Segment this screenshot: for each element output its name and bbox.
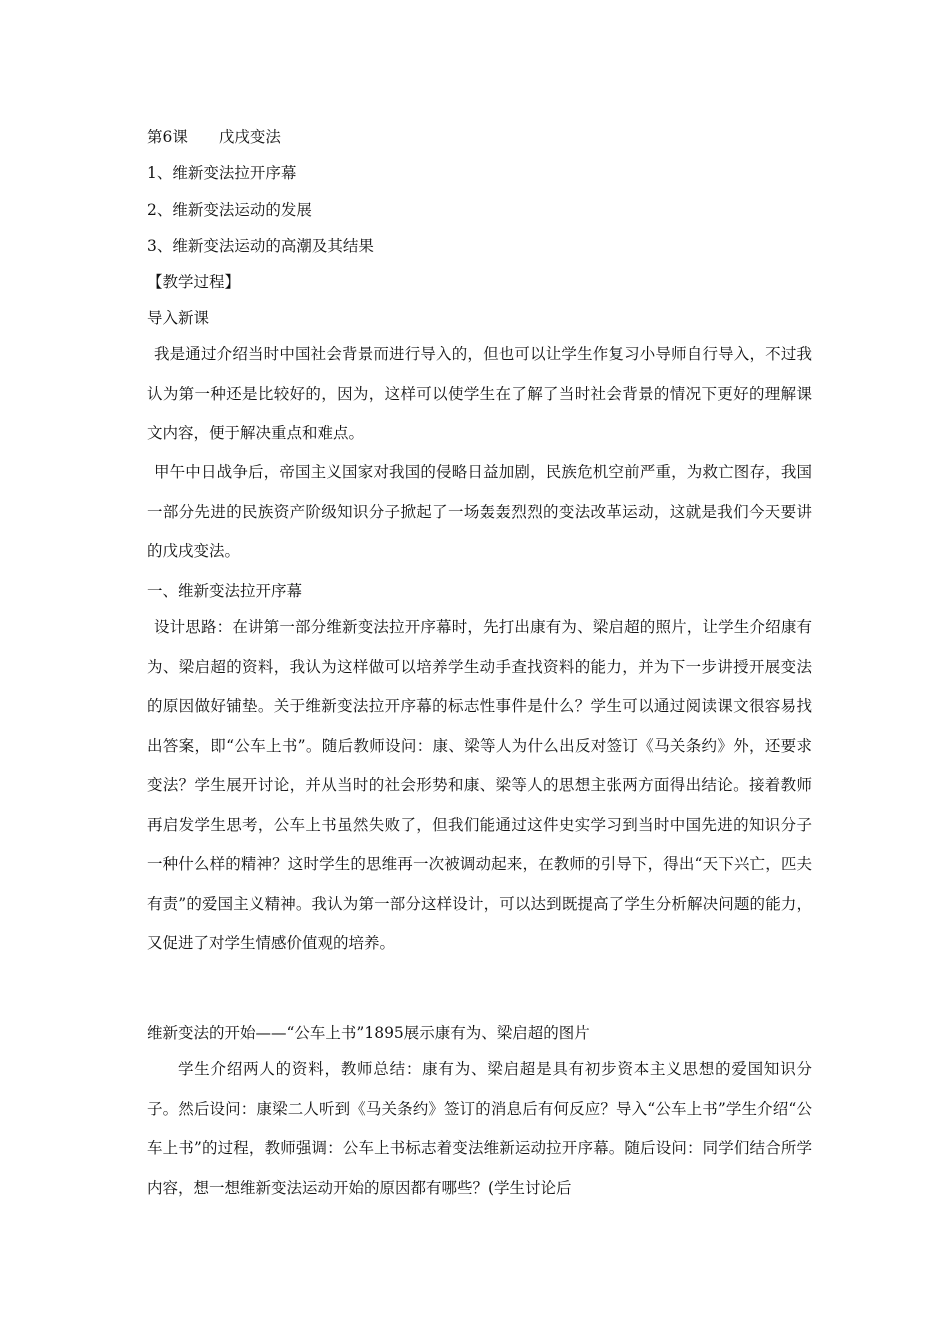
intro-paragraph-2: 甲午中日战争后，帝国主义国家对我国的侵略日益加剧，民族危机空前严重，为救亡图存，我国一部分先进的民族资产阶级知识分子掀起了一场轰轰烈烈的变法改革运动，这就是我们今天要讲的戊戌变法。: [147, 463, 812, 560]
subheading-gongche-shangshu: 维新变法的开始——“公车上书”1895展示康有为、梁启超的图片: [147, 1024, 590, 1042]
design-rationale-paragraph: 设计思路：在讲第一部分维新变法拉开序幕时，先打出康有为、梁启超的照片，让学生介绍康有为、梁启超的资料，我认为这样做可以培养学生动手查找资料的能力，并为下一步讲授开展变法的原因做好铺垫。关于维新变法拉开序幕的标志性事件是什么？学生可以通过阅读课文很容易找出答案，即“公车上书”。随后教师设问：康、梁等人为什么出反对签订《马关条约》外，还要求变法？学生展开讨论，并从当时的社会形势和康、梁等人的思想主张两方面得出结论。接着教师再启发学生思考，公车上书虽然失败了，但我们能通过这件史实学习到当时中国先进的知识分子一种什么样的精神？这时学生的思维再一次被调动起来，在教师的引导下，得出“天下兴亡，匹夫有责”的爱国主义精神。我认为第一部分这样设计，可以达到既提高了学生分析解决问题的能力，又促进了对学生情感价值观的培养。: [147, 618, 812, 952]
intro-paragraph-1: 我是通过介绍当时中国社会背景而进行导入的，但也可以让学生作复习小导师自行导入，不过我认为第一种还是比较好的，因为，这样可以使学生在了解了当时社会背景的情况下更好的理解课文内容，便于解决重点和难点。: [147, 345, 812, 442]
teaching-paragraph: 学生介绍两人的资料，教师总结：康有为、梁启超是具有初步资本主义思想的爱国知识分子。然后设问：康梁二人听到《马关条约》签订的消息后有何反应？导入“公车上书”学生介绍“公车上书”的过程，教师强调：公车上书标志着变法维新运动拉开序幕。随后设问：同学们结合所学内容，想一想维新变法运动开始的原因都有哪些？(学生讨论后: [147, 1060, 812, 1197]
outline-item-1: 1、维新变法拉开序幕: [147, 164, 297, 182]
process-heading: 【教学过程】: [147, 273, 241, 291]
section-1-heading: 一、维新变法拉开序幕: [147, 582, 303, 600]
outline-item-3: 3、维新变法运动的高潮及其结果: [147, 237, 374, 255]
lesson-title: 第6课 戊戌变法: [147, 128, 281, 146]
intro-heading: 导入新课: [147, 309, 210, 327]
outline-item-2: 2、维新变法运动的发展: [147, 201, 312, 219]
